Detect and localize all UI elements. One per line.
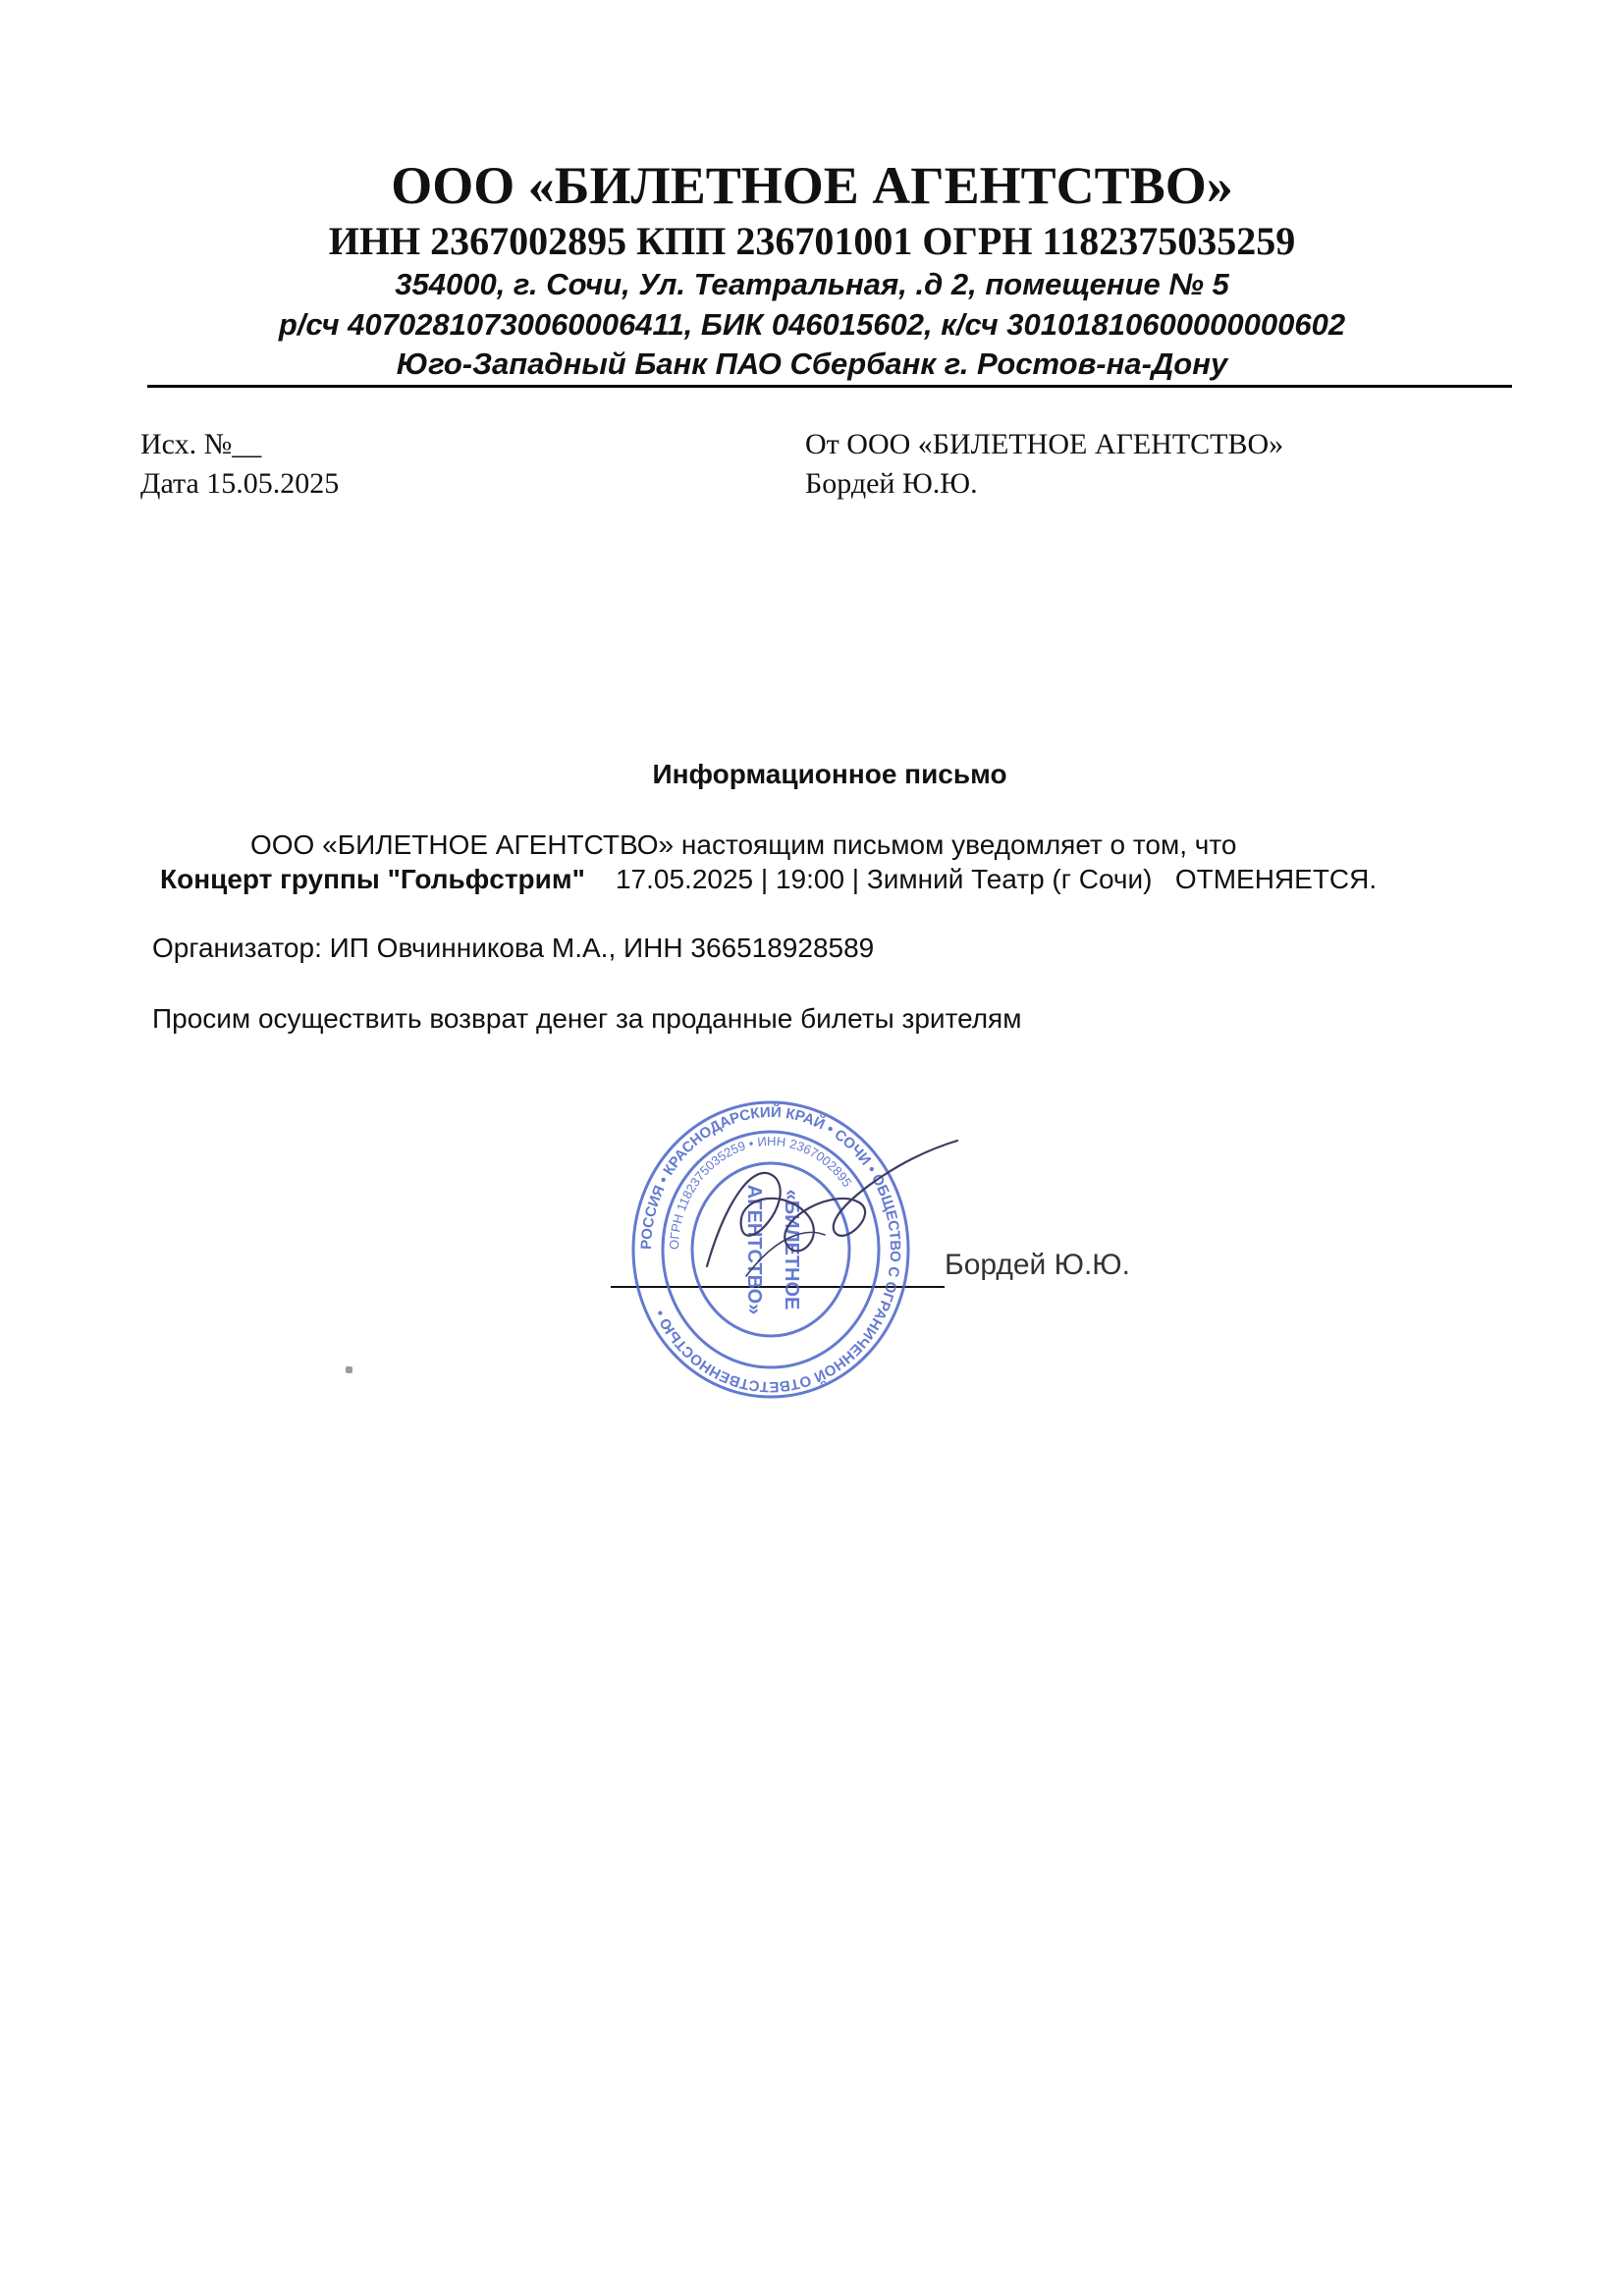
letterhead-divider [147,385,1512,388]
event-spacer [1152,864,1174,894]
letter-date: Дата 15.05.2025 [140,467,340,500]
company-bank-name: Юго-Западный Банк ПАО Сбербанк г. Ростов-на-Дону [396,347,1228,381]
event-name: Концерт группы "Гольфстрим" [160,864,585,894]
notice-paragraph: ООО «БИЛЕТНОЕ АГЕНТСТВО» настоящим письмом уведомляет о том, что [250,829,1237,860]
stamp-center-text-2: АГЕНТСТВО» [743,1184,765,1315]
organizer-line: Организатор: ИП Овчинникова М.А., ИНН 366518928589 [152,933,875,963]
company-name: ООО «БИЛЕТНОЕ АГЕНТСТВО» [391,156,1233,215]
stamp-center-text-1: «БИЛЕТНОЕ [781,1189,802,1310]
sender-person: Бордей Ю.Ю. [805,467,978,500]
stamp-ogrn-text: ОГРН 1182375035259 • ИНН 2367002895 [666,1133,855,1251]
sender-company: От ООО «БИЛЕТНОЕ АГЕНТСТВО» [805,428,1284,460]
letter-title: Информационное письмо [652,759,1007,789]
event-details: 17.05.2025 | 19:00 | Зимний Театр (г Сочи) [615,864,1153,894]
scan-speck [346,1366,352,1373]
request-line: Просим осуществить возврат денег за проданные билеты зрителям [152,1003,1022,1034]
event-status: ОТМЕНЯЕТСЯ. [1174,864,1378,894]
event-line [160,864,1377,895]
outgoing-number: Исх. №__ [140,428,262,460]
company-bank-accounts: р/сч 40702810730060006411, БИК 046015602, к/сч 30101810600000000602 [278,307,1346,342]
company-ids: ИНН 2367002895 КПП 236701001 ОГРН 1182375035259 [328,219,1296,263]
stamp-outer-text: РОССИЯ • КРАСНОДАРСКИЙ КРАЙ • СОЧИ • ОБЩЕСТВО С ОГРАНИЧЕННОЙ ОТВЕТСТВЕННОСТЬЮ • [637,1103,904,1396]
signature-name: Бордей Ю.Ю. [945,1249,1130,1281]
company-address: 354000, г. Сочи, Ул. Театральная, .д 2, помещение № 5 [395,267,1229,301]
handwritten-signature [687,1119,962,1296]
event-spacer [585,864,616,894]
